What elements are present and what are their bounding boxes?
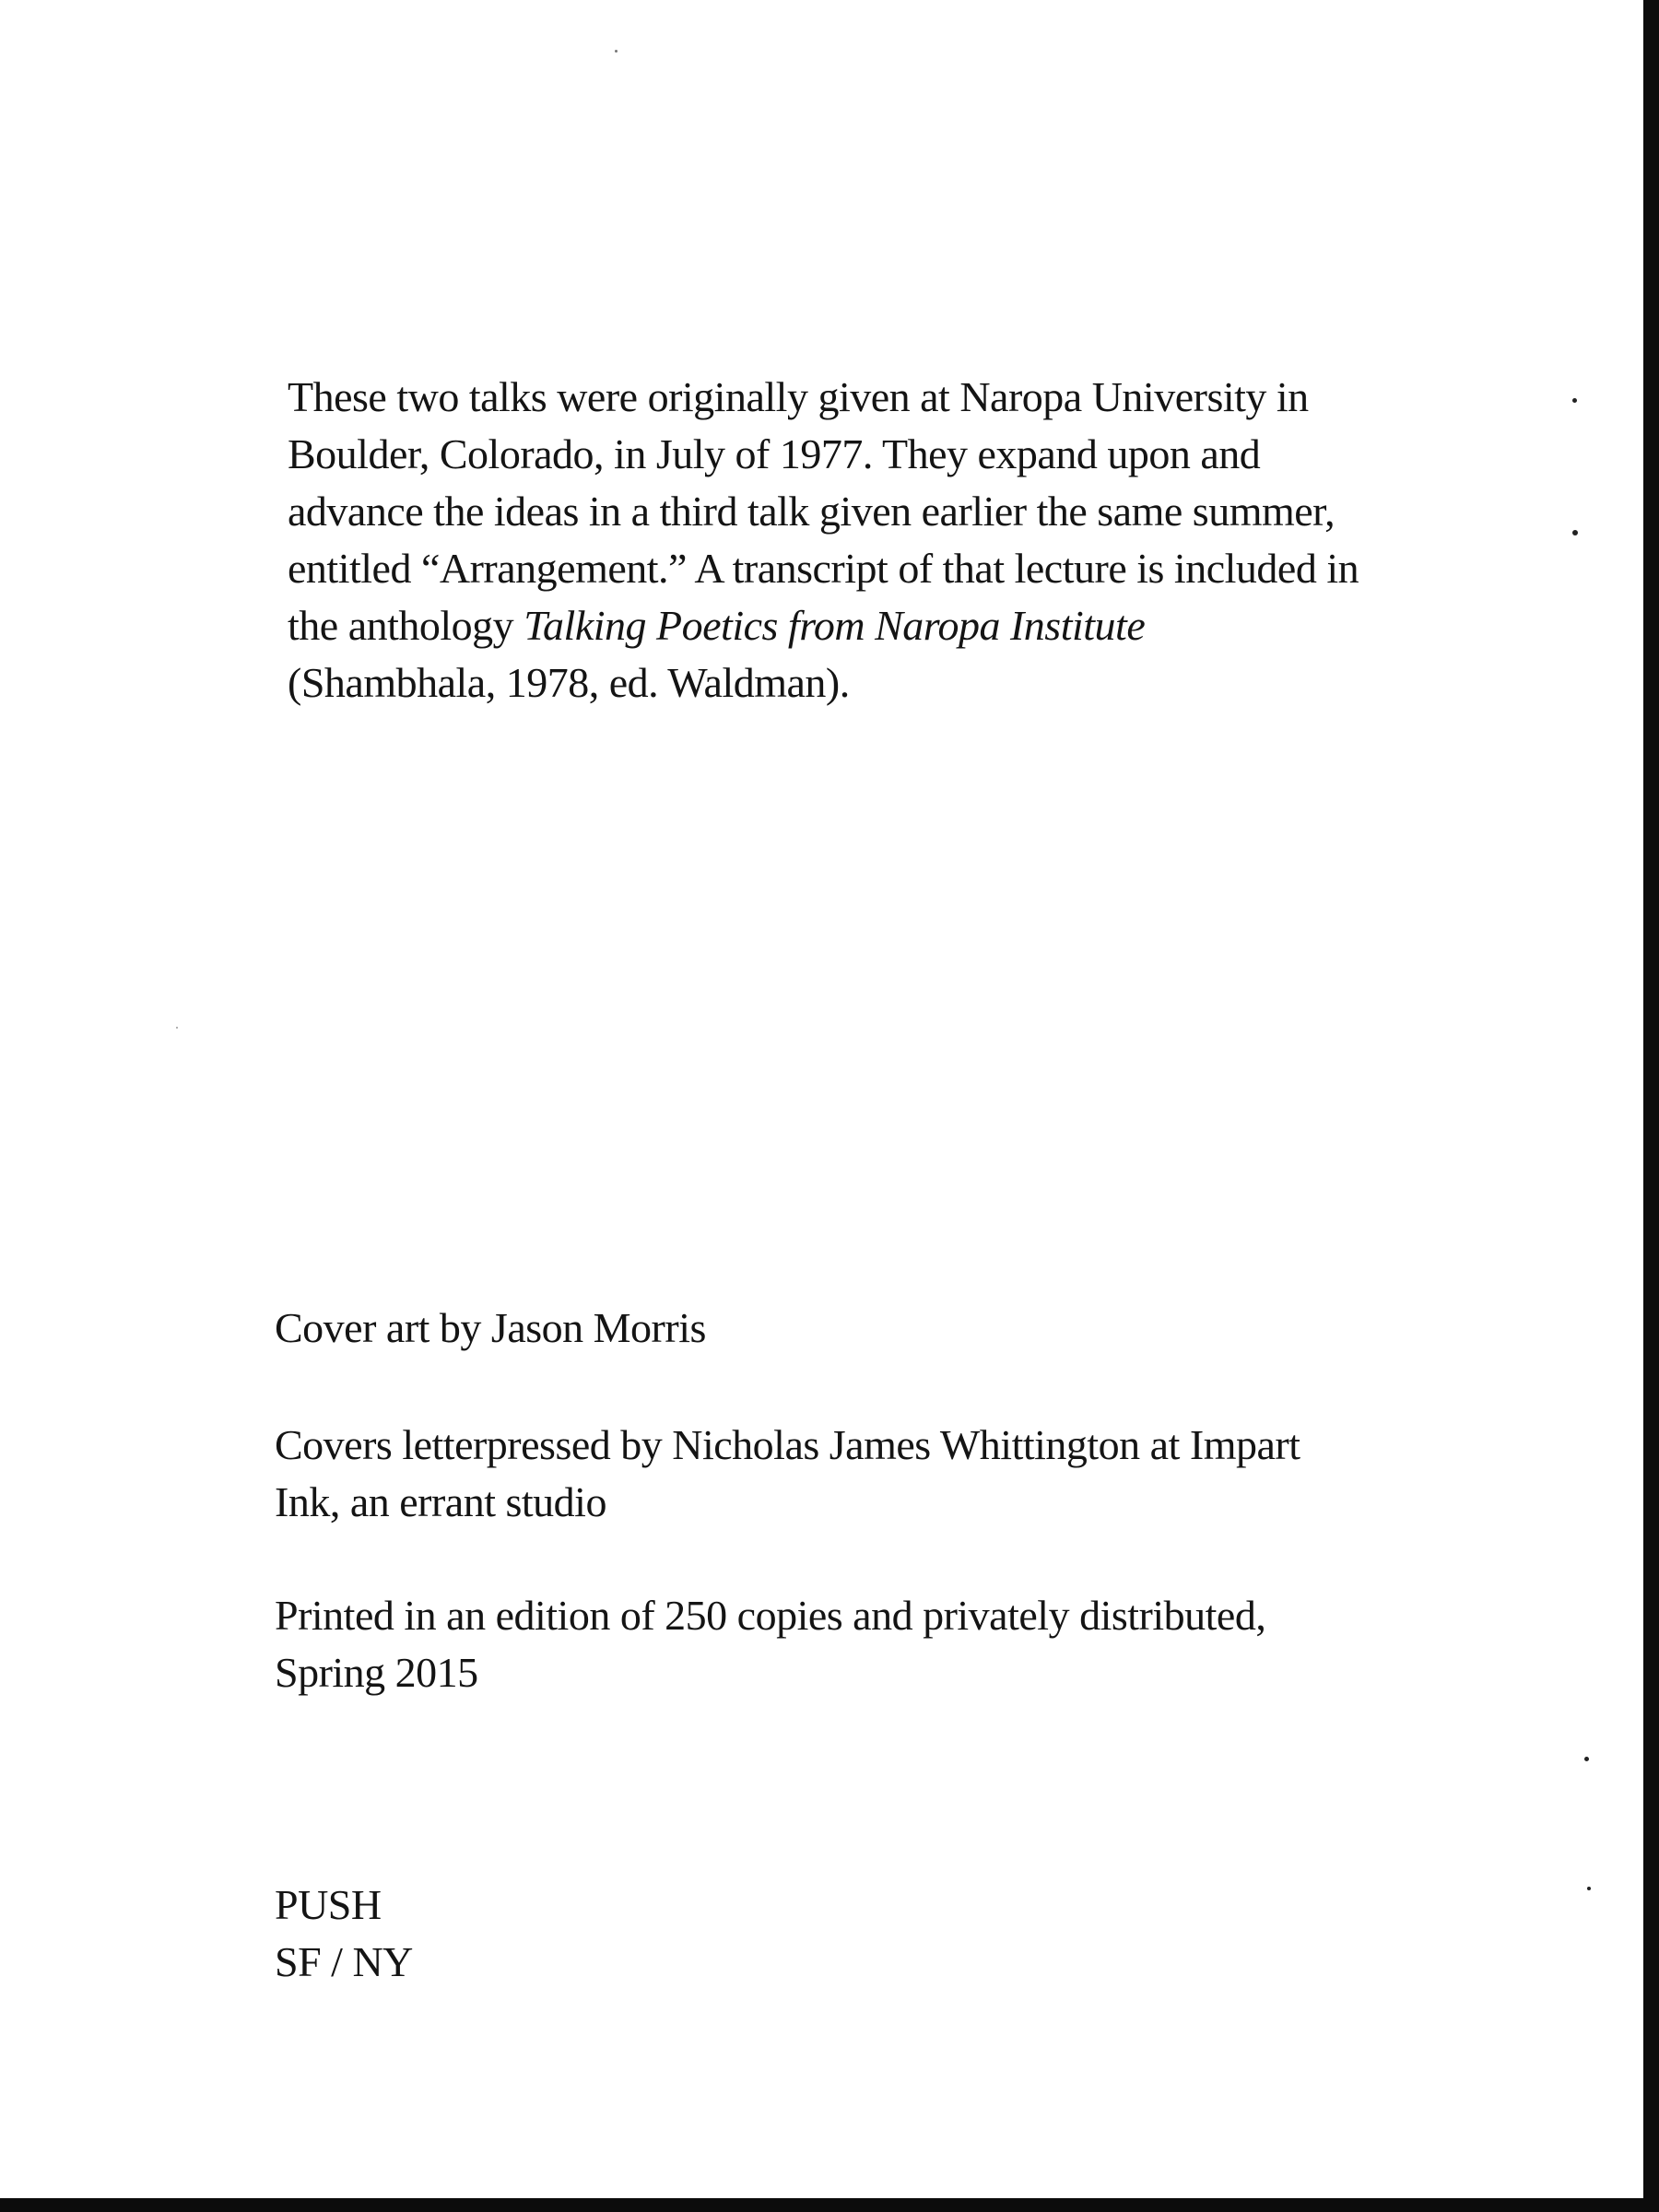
edition-line-2: Spring 2015 [275,1649,478,1696]
intro-paragraph [288,369,1394,712]
scan-speck [176,1027,178,1029]
intro-line-3: advance the ideas in a third talk given earlier the same summer, [288,488,1335,535]
cover-art-line: Cover art by Jason Morris [275,1304,706,1351]
edition-line-1: Printed in an edition of 250 copies and privately distributed, [275,1592,1266,1639]
scan-speck [1572,398,1577,403]
scan-speck [1584,1757,1589,1761]
intro-line-5 [288,597,1394,654]
scan-speck [615,50,618,53]
anthology-title: Talking Poetics from Naropa Institute [524,602,1146,649]
scan-edge-right [1643,0,1659,2212]
scan-speck [1587,1887,1591,1890]
letterpress-line-1: Covers letterpressed by Nicholas James Whittington at Impart [275,1421,1300,1468]
edition-statement [275,1587,1427,1701]
intro-line-6: (Shambhala, 1978, ed. Waldman). [288,659,850,706]
scan-edge-bottom [0,2198,1659,2212]
intro-line-5-prefix: the anthology [288,602,524,649]
intro-line-4: entitled “Arrangement.” A transcript of that lecture is included in [288,545,1359,592]
letterpress-credit [275,1417,1427,1531]
publisher-cities: SF / NY [275,1938,413,1985]
intro-line-1: These two talks were originally given at Naropa University in [288,373,1309,420]
scan-speck [1572,530,1578,535]
intro-line-2: Boulder, Colorado, in July of 1977. They expand upon and [288,430,1261,477]
cover-art-credit [275,1300,1427,1357]
publisher-imprint [275,1877,1427,1991]
letterpress-line-2: Ink, an errant studio [275,1478,606,1525]
publisher-name: PUSH [275,1881,382,1928]
